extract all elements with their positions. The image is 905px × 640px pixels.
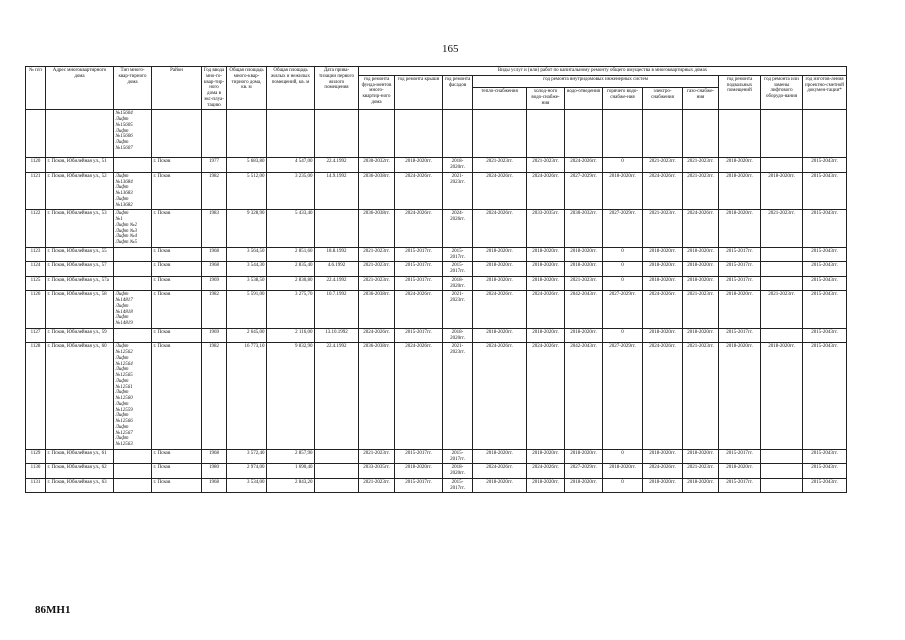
house-type [114,158,152,173]
foundation-year: 2021-2023гг. [359,262,395,277]
hot-water-year: 0 [603,262,643,277]
basement-year: 2015-2017гг. [719,449,761,464]
roof-year: 2024-2026гг. [395,291,443,329]
basement-year: 2015-2017гг. [719,276,761,291]
address: г. Псков, Юбилейная ул., 62 [46,464,114,479]
year-built: 1977 [202,158,227,173]
basement-year: 2018-2020гг. [719,172,761,210]
privatization-date: 22.4.1992 [315,158,359,173]
col-design: год изготов-ления проектно-сметной докумен-тации* [803,75,847,110]
roof-year: 2015-2017гг. [395,276,443,291]
heat-supply-year: 2024-2026гг. [473,172,527,210]
elevator-year: 2021-2023гг. [761,210,803,248]
row-number: 1129 [26,449,46,464]
table-row [26,158,847,173]
year-built: 1968 [202,449,227,464]
drainage-year: 2027-2029гг. [565,172,603,210]
house-type: Лифт №14817 Лифт №14818 Лифт №14819 [114,291,152,329]
address: г. Псков, Юбилейная ул., 61 [46,449,114,464]
heat-supply-year: 2018-2020гг. [473,328,527,343]
gas-year: 2024-2026гг. [683,210,719,248]
address: г. Псков, Юбилейная ул., 60 [46,343,114,450]
row-number: 1130 [26,464,46,479]
district: г. Псков [152,262,202,277]
district: г. Псков [152,276,202,291]
col-gas: газо-снабже-ния [683,88,719,110]
design-doc-year: 2015-2043гг. [803,478,847,493]
col-cold-water: холод-ного водо-снабже-ния [527,88,565,110]
foundation-year: 2021-2023гг. [359,449,395,464]
residential-area: 3 235,00 [267,172,315,210]
roof-year: 2015-2017гг. [395,262,443,277]
facade-year: 2021-2023гг. [443,172,473,210]
cold-water-year: 2024-2026гг. [527,172,565,210]
table-row [26,247,847,262]
year-built: 1968 [202,478,227,493]
cold-water-year: 2024-2026гг. [527,464,565,479]
year-built: 1968 [202,247,227,262]
facade-year: 2018-2020гг. [443,328,473,343]
district: г. Псков [152,158,202,173]
elevator-year [761,262,803,277]
cold-water-year: 2024-2026гг. [527,343,565,450]
hot-water-year: 0 [603,478,643,493]
col-facade: год ремонта фасадов [443,75,473,110]
elevator-year [761,328,803,343]
total-area: 2 974,00 [227,464,267,479]
district: г. Псков [152,291,202,329]
basement-year: 2015-2017гг. [719,247,761,262]
year-built: 1982 [202,343,227,450]
heat-supply-year: 2018-2020гг. [473,262,527,277]
privatization-date: 22.4.1992 [315,276,359,291]
house-type [114,247,152,262]
privatization-date [315,478,359,493]
design-doc-year: 2015-2043гг. [803,172,847,210]
row-number: 1127 [26,328,46,343]
foundation-year: 2036-2038гг. [359,291,395,329]
year-built: 1980 [202,464,227,479]
facade-year: 2015-2017гг. [443,478,473,493]
electric-year: 2021-2023гг. [643,210,683,248]
design-doc-year: 2015-2043гг. [803,291,847,329]
cold-water-year: 2024-2026гг. [527,291,565,329]
elevator-year: 2021-2023гг. [761,291,803,329]
table-row [26,449,847,464]
facade-year: 2021-2023гг. [443,291,473,329]
total-area: 3 564,50 [227,247,267,262]
residential-area: 3 275,70 [267,291,315,329]
basement-year: 2015-2017гг. [719,328,761,343]
heat-supply-year: 2024-2026гг. [473,464,527,479]
total-area: 3 572,40 [227,449,267,464]
residential-area: 4 547,00 [267,158,315,173]
design-doc-year: 2015-2043гг. [803,210,847,248]
roof-year: 2018-2020гг. [395,158,443,173]
electric-year: 2024-2026гг. [643,464,683,479]
design-doc-year: 2015-2043гг. [803,449,847,464]
address: г. Псков, Юбилейная ул., 55 [46,247,114,262]
drainage-year: 2027-2029гг. [565,464,603,479]
roof-year: 2018-2020гг. [395,464,443,479]
residential-area: 2 835,40 [267,262,315,277]
residential-area: 2 843,20 [267,478,315,493]
district: г. Псков [152,328,202,343]
row-number: 1126 [26,291,46,329]
residential-area: 5 433,40 [267,210,315,248]
row-number: 1123 [26,247,46,262]
roof-year: 2024-2026гг. [395,343,443,450]
col-elevator: год ремонта или замены лифтового оборудо-вания [761,75,803,110]
drainage-year: 2018-2020гг. [565,449,603,464]
row-number: 1124 [26,262,46,277]
cold-water-year: 2018-2020гг. [527,247,565,262]
hot-water-year: 2018-2020гг. [603,464,643,479]
heat-supply-year: 2021-2023гг. [473,158,527,173]
foundation-year: 2024-2026гг. [359,328,395,343]
col-res-area: Общая площадь жилых и нежилых помещений, кв. м [267,67,315,110]
hot-water-year: 2027-2029гг. [603,291,643,329]
residential-area: 2 830,80 [267,276,315,291]
col-total-area: Общая площадь много-квар-тирного дома, кв. м [227,67,267,110]
gas-year: 2018-2020гг. [683,262,719,277]
gas-year: 2018-2020гг. [683,328,719,343]
table-body [26,110,847,493]
foundation-year: 2033-2035гг. [359,464,395,479]
house-type [114,464,152,479]
table-row [26,210,847,248]
district: г. Псков [152,210,202,248]
residential-area: 1 690,40 [267,464,315,479]
electric-year: 2018-2020гг. [643,262,683,277]
foundation-year: 2021-2023гг. [359,478,395,493]
house-type [114,449,152,464]
heat-supply-year: 2024-2026гг. [473,343,527,450]
privatization-date [315,210,359,248]
drainage-year: 2024-2026гг. [565,158,603,173]
facade-year: 2024-2026гг. [443,210,473,248]
drainage-year: 2018-2020гг. [565,247,603,262]
foundation-year: 2021-2023гг. [359,247,395,262]
table-row [26,478,847,493]
hot-water-year: 0 [603,328,643,343]
year-built: 1982 [202,291,227,329]
address: г. Псков, Юбилейная ул., 63 [46,478,114,493]
heat-supply-year: 2018-2020гг. [473,276,527,291]
drainage-year: 2042-2043гг. [565,291,603,329]
address: г. Псков, Юбилейная ул., 53 [46,210,114,248]
electric-year: 2021-2023гг. [643,158,683,173]
design-doc-year: 2015-2043гг. [803,158,847,173]
year-built: 1969 [202,276,227,291]
basement-year: 2015-2017гг. [719,262,761,277]
district: г. Псков [152,478,202,493]
privatization-date: 4.6.1992 [315,262,359,277]
house-type [114,262,152,277]
cold-water-year: 2021-2023гг. [527,158,565,173]
address: г. Псков, Юбилейная ул., 57а [46,276,114,291]
privatization-date: 18.8.1992 [315,247,359,262]
basement-year: 2015-2017гг. [719,478,761,493]
drainage-year: 2018-2020гг. [565,262,603,277]
hot-water-year: 2018-2020гг. [603,172,643,210]
district: г. Псков [152,449,202,464]
year-built: 1982 [202,172,227,210]
row-number: 1122 [26,210,46,248]
electric-year: 2024-2026гг. [643,291,683,329]
privatization-date: 14.9.1992 [315,172,359,210]
roof-year: 2024-2026гг. [395,172,443,210]
total-area: 9 328,90 [227,210,267,248]
basement-year: 2018-2020гг. [719,343,761,450]
facade-year: 2018-2020гг. [443,158,473,173]
house-type: Лифт №1 Лифт №2 Лифт №3 Лифт №4 Лифт №5 [114,210,152,248]
foundation-year: 2036-2038гг. [359,172,395,210]
heat-supply-year: 2018-2020гг. [473,449,527,464]
electric-year: 2018-2020гг. [643,276,683,291]
cold-water-year: 2033-2035гг. [527,210,565,248]
facade-year: 2018-2020гг. [443,276,473,291]
total-area: 3 544,30 [227,262,267,277]
drainage-year: 2018-2020гг. [565,328,603,343]
address: г. Псков, Юбилейная ул., 51 [46,158,114,173]
residential-area: 2 857,90 [267,449,315,464]
table-row [26,262,847,277]
col-year: Год ввода мно-го-квар-тир-ного дома в экс-плуа-тацию [202,67,227,110]
elevator-year: 2018-2020гг. [761,343,803,450]
elevator-year [761,247,803,262]
total-area: 5 683,80 [227,158,267,173]
gas-year: 2018-2020гг. [683,247,719,262]
row-number: 1125 [26,276,46,291]
heat-supply-year: 2024-2026гг. [473,291,527,329]
facade-year: 2021-2023гг. [443,343,473,450]
drainage-year: 2030-2032гг. [565,210,603,248]
facade-year: 2015-2017гг. [443,262,473,277]
design-doc-year: 2015-2043гг. [803,276,847,291]
facade-year: 2018-2020гг. [443,464,473,479]
hot-water-year: 2027-2029гг. [603,343,643,450]
row-number: 1131 [26,478,46,493]
table-row [26,328,847,343]
year-built: 1969 [202,328,227,343]
electric-year: 2018-2020гг. [643,247,683,262]
basement-year: 2018-2020гг. [719,291,761,329]
elevator-year [761,464,803,479]
col-basement: год ремонта подвальных помещений [719,75,761,110]
roof-year: 2015-2017гг. [395,449,443,464]
hot-water-year: 0 [603,158,643,173]
col-type: Тип много-квар-тирного дома [114,67,152,110]
table-row [26,172,847,210]
col-address: Адрес многоквартирного дома [46,67,114,110]
footer-code: 86МН1 [35,604,71,616]
cold-water-year: 2018-2020гг. [527,276,565,291]
basement-year: 2018-2020гг. [719,158,761,173]
cold-water-year: 2018-2020гг. [527,262,565,277]
systems-title: год ремонта внутридомовых инженерных систем [473,75,719,87]
hot-water-year: 0 [603,247,643,262]
roof-year: 2024-2026гг. [395,210,443,248]
year-built: 1983 [202,210,227,248]
district: г. Псков [152,343,202,450]
table-row [26,276,847,291]
gas-year: 2018-2020гг. [683,276,719,291]
privatization-date: 10.7.1992 [315,291,359,329]
total-area: 5 591,00 [227,291,267,329]
residential-area: 9 832,90 [267,343,315,450]
col-hot-water: горячего водо-снабже-ния [603,88,643,110]
drainage-year: 2021-2023гг. [565,276,603,291]
privatization-date [315,449,359,464]
cold-water-year: 2018-2020гг. [527,478,565,493]
services-title: Виды услуг и (или) работ по капитальному ремонту общего имущества в многоквартирных домах [359,67,847,76]
foundation-year: 2036-2038гг. [359,210,395,248]
total-area: 5 512,00 [227,172,267,210]
house-type: Лифт №13684 Лифт №13683 Лифт №13682 [114,172,152,210]
elevator-year [761,449,803,464]
hot-water-year: 2027-2029гг. [603,210,643,248]
table-row [26,291,847,329]
privatization-date: 13.10.1992 [315,328,359,343]
continuation-lifts: №15604 Лифт №15605 Лифт №15606 Лифт №15607 [114,110,152,158]
residential-area: 2 116,00 [267,328,315,343]
cold-water-year: 2018-2020гг. [527,328,565,343]
district: г. Псков [152,464,202,479]
address: г. Псков, Юбилейная ул., 57 [46,262,114,277]
row-number: 1121 [26,172,46,210]
design-doc-year: 2015-2043гг. [803,343,847,450]
col-num: № п/п [26,67,46,110]
design-doc-year: 2015-2043гг. [803,262,847,277]
roof-year: 2015-2017гг. [395,478,443,493]
total-area: 3 538,50 [227,276,267,291]
address: г. Псков, Юбилейная ул., 59 [46,328,114,343]
page-number: 165 [442,43,459,55]
district: г. Псков [152,172,202,210]
col-drainage: водо-отведения [565,88,603,110]
privatization-date: 22.4.1992 [315,343,359,450]
col-heat: тепло-снабжения [473,88,527,110]
electric-year: 2024-2026гг. [643,172,683,210]
foundation-year: 2030-2032гг. [359,158,395,173]
drainage-year: 2018-2020гг. [565,478,603,493]
gas-year: 2021-2023гг. [683,291,719,329]
row-number: 1120 [26,158,46,173]
drainage-year: 2042-2043гг. [565,343,603,450]
total-area: 3 534,00 [227,478,267,493]
foundation-year: 2021-2023гг. [359,276,395,291]
address: г. Псков, Юбилейная ул., 58 [46,291,114,329]
gas-year: 2021-2023гг. [683,464,719,479]
roof-year: 2015-2017гг. [395,247,443,262]
row-number: 1128 [26,343,46,450]
elevator-year [761,276,803,291]
residential-area: 2 851,60 [267,247,315,262]
elevator-year: 2018-2020гг. [761,172,803,210]
house-type [114,328,152,343]
basement-year: 2018-2020гг. [719,210,761,248]
gas-year: 2021-2023гг. [683,158,719,173]
design-doc-year: 2015-2043гг. [803,247,847,262]
cold-water-year: 2018-2020гг. [527,449,565,464]
electric-year: 2018-2020гг. [643,328,683,343]
table-row [26,343,847,450]
col-roof: год ремонта крыши [395,75,443,110]
privatization-date [315,464,359,479]
design-doc-year: 2015-2043гг. [803,464,847,479]
facade-year: 2015-2017гг. [443,247,473,262]
hot-water-year: 0 [603,276,643,291]
col-priv-date: Дата прива-тизации первого жилого помещения [315,67,359,110]
heat-supply-year: 2018-2020гг. [473,247,527,262]
elevator-year [761,478,803,493]
heat-supply-year: 2024-2026гг. [473,210,527,248]
design-doc-year: 2015-2043гг. [803,328,847,343]
header-row-1 [26,67,847,76]
gas-year: 2018-2020гг. [683,449,719,464]
electric-year: 2018-2020гг. [643,449,683,464]
year-built: 1968 [202,262,227,277]
facade-year: 2015-2017гг. [443,449,473,464]
foundation-year: 2036-2038гг. [359,343,395,450]
house-type [114,478,152,493]
address: г. Псков, Юбилейная ул., 52 [46,172,114,210]
col-foundation: год ремонта фунда-ментов много-квартир-ного дома [359,75,395,110]
house-type [114,276,152,291]
col-electric: электро-снабжения [643,88,683,110]
elevator-year [761,158,803,173]
gas-year: 2021-2023гг. [683,343,719,450]
table-row [26,464,847,479]
gas-year: 2021-2023гг. [683,172,719,210]
total-area: 2 645,00 [227,328,267,343]
col-district: Район [152,67,202,110]
heat-supply-year: 2018-2020гг. [473,478,527,493]
roof-year: 2015-2017гг. [395,328,443,343]
electric-year: 2024-2026гг. [643,343,683,450]
house-type: Лифт №12562 Лифт №12564 Лифт №12565 Лифт №12561 Лифт №12560 Лифт №12559 Лифт №12566 Лифт №12567 Лифт №12563 [114,343,152,450]
electric-year: 2018-2020гг. [643,478,683,493]
gas-year: 2018-2020гг. [683,478,719,493]
continuation-row [26,110,847,158]
district: г. Псков [152,247,202,262]
repair-schedule-table [25,66,847,493]
total-area: 16 773,10 [227,343,267,450]
hot-water-year: 0 [603,449,643,464]
basement-year: 2018-2020гг. [719,464,761,479]
